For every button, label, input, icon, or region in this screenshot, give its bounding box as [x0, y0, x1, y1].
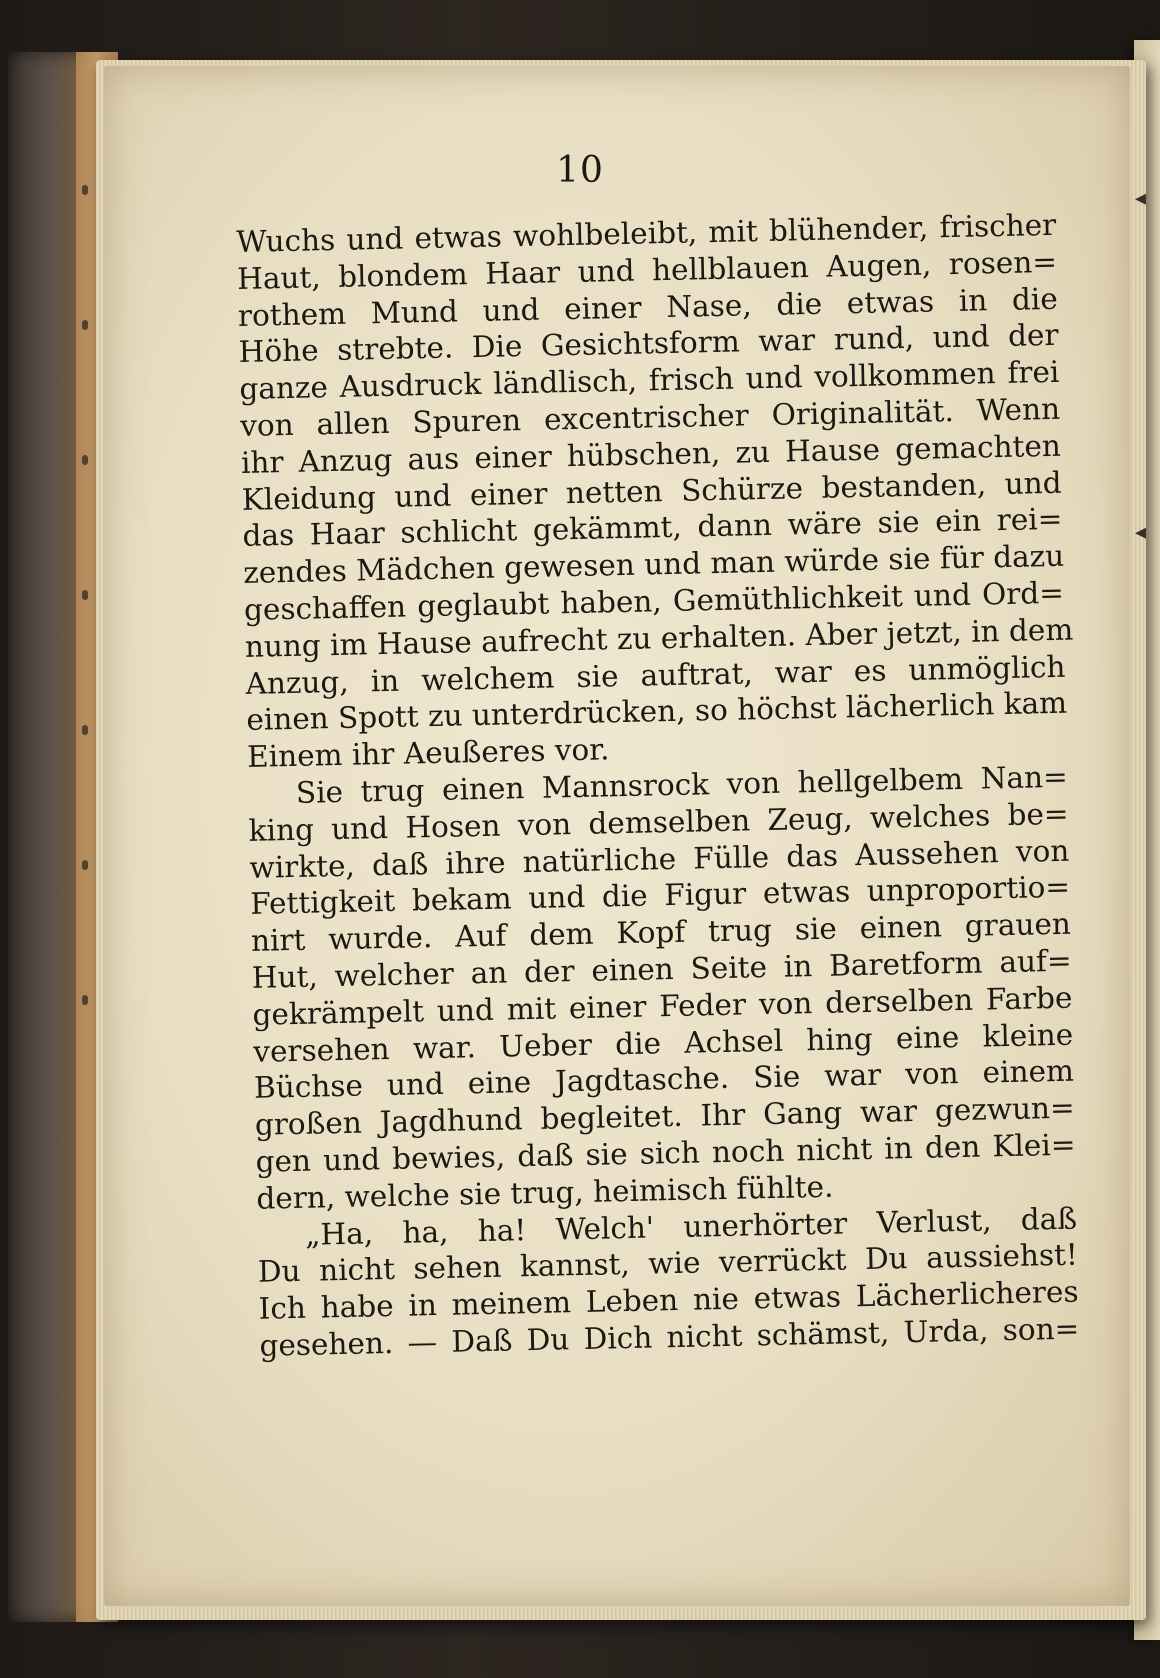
text-line: Sie trug einen Mannsrock von hellgelbem Nan= — [295, 759, 1069, 810]
text-line: versehen war. Ueber die Achsel hing eine kleine — [252, 1017, 1074, 1069]
text-line: Ich habe in meinem Leben nie etwas Lächerlicheres — [258, 1274, 1079, 1326]
paragraph — [236, 207, 1074, 776]
text-line: ganze Ausdruck ländlisch, frisch und vollkommen frei — [239, 354, 1060, 407]
paragraph — [248, 759, 1077, 1218]
page-number: 10 — [556, 150, 604, 191]
text-line: wirkte, daß ihre natürliche Fülle das Aussehen von — [249, 833, 1070, 885]
text-line: geschaffen geglaubt haben, Gemüthlichkeit und Ord= — [243, 575, 1065, 627]
margin-mark — [82, 725, 88, 735]
text-line: von allen Spuren excentrischer Originalität. Wenn — [239, 391, 1061, 443]
text-line: Hut, welcher an der einen Seite in Baretform auf= — [251, 943, 1072, 995]
text-line: Haut, blondem Haar und hellblauen Augen, rosen= — [236, 244, 1058, 296]
text-line: „Ha, ha, ha! Welch' unerhörter Verlust, daß — [304, 1201, 1078, 1252]
text-line: Kleidung und einer netten Schürze bestanden, und — [241, 465, 1062, 517]
right-edge-arrow-icon: ◂ — [1134, 186, 1146, 211]
text-line: rothem Mund und einer Nase, die etwas in die — [237, 281, 1059, 333]
text-line: Wuchs und etwas wohlbeleibt, mit blühender, frischer — [236, 207, 1057, 259]
paragraph — [257, 1200, 1080, 1364]
text-line: dern, welche sie trug, heimisch fühlte. — [256, 1169, 834, 1216]
page-text — [236, 207, 1080, 1365]
text-line: nirt wurde. Auf dem Kopf trug sie einen grauen — [250, 906, 1072, 958]
text-line: Du nicht sehen kannst, wie verrückt Du aussiehst! — [257, 1237, 1079, 1290]
text-line: gesehen. — Daß Du Dich nicht schämst, Urda, son= — [259, 1311, 1080, 1363]
text-line: Einem ihr Aeußeres vor. — [246, 732, 610, 775]
text-line: ihr Anzug aus einer hübschen, zu Hause gemachten — [240, 428, 1062, 480]
text-line: Fettigkeit bekam und die Figur etwas unproportio= — [249, 870, 1071, 922]
margin-mark — [82, 590, 88, 600]
text-line: gen und bewies, daß sie sich noch nicht in den Klei= — [255, 1127, 1076, 1179]
margin-mark — [82, 455, 88, 465]
right-edge-arrow-icon: ◂ — [1134, 520, 1146, 545]
text-line: das Haar schlicht gekämmt, dann wäre sie ein rei= — [242, 502, 1063, 554]
margin-mark — [82, 320, 88, 330]
text-line: zendes Mädchen gewesen und man würde sie für dazu — [242, 538, 1065, 591]
text-line: großen Jagdhund begleitet. Ihr Gang war gezwun= — [254, 1090, 1076, 1142]
text-line: gekrämpelt und mit einer Feder von derselben Farbe — [252, 980, 1073, 1032]
text-line: einen Spott zu unterdrücken, so höchst lächerlich kam — [246, 686, 1068, 738]
text-line: Anzug, in welchem sie auftrat, war es unmöglich — [245, 649, 1066, 701]
text-line: Büchse und eine Jagdtasche. Sie war von einem — [253, 1053, 1075, 1106]
text-line: king und Hosen von demselben Zeug, welches be= — [248, 796, 1069, 848]
margin-mark — [82, 995, 88, 1005]
text-line: Höhe strebte. Die Gesichtsform war rund, und der — [238, 318, 1059, 370]
margin-mark — [82, 860, 88, 870]
text-line: nung im Hause aufrecht zu erhalten. Aber jetzt, in dem — [244, 612, 1074, 664]
